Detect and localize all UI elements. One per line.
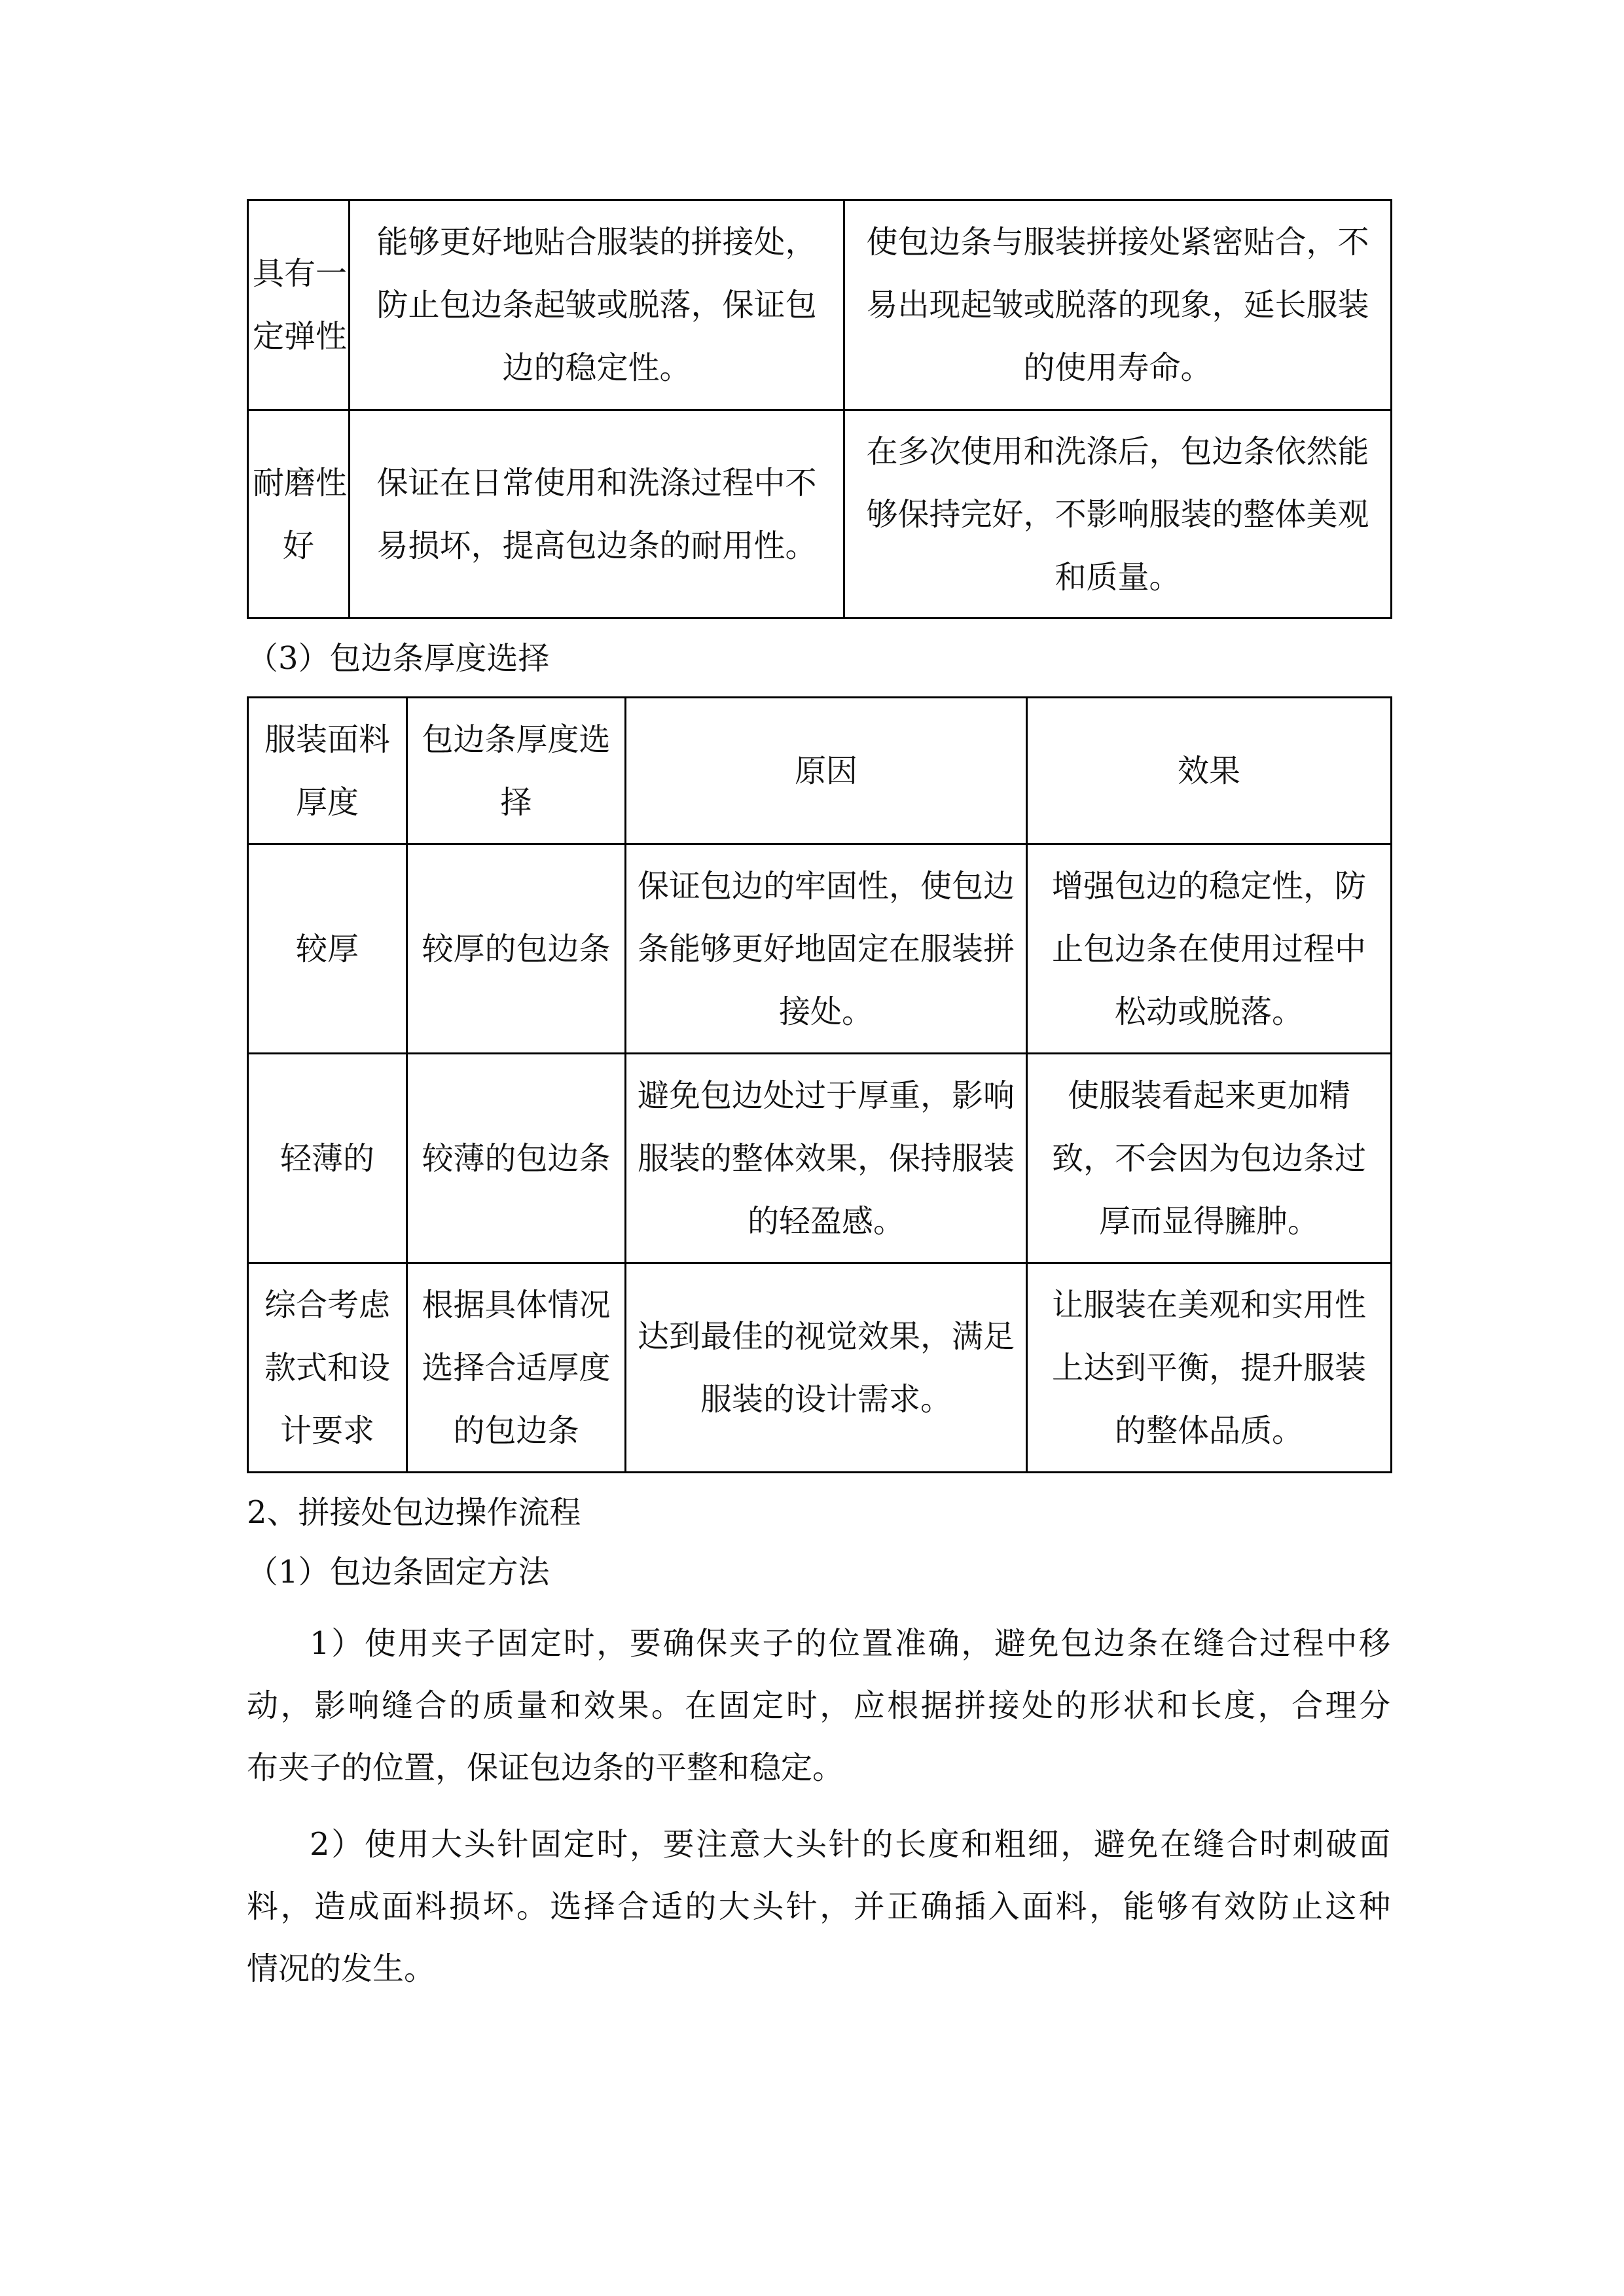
cell-line: 较厚 bbox=[295, 930, 359, 967]
cell-line: 条能够更好地固定在服装拼 bbox=[637, 930, 1015, 967]
table-header-row bbox=[248, 698, 1392, 844]
cell-line: 定弹性 bbox=[253, 318, 348, 355]
cell-line: 保证在日常使用和洗涤过程中不 bbox=[376, 464, 817, 501]
cell-line: 松动或脱落。 bbox=[1114, 993, 1303, 1030]
cell-line: 防止包边条起皱或脱落，保证包 bbox=[376, 287, 817, 323]
paragraph-line: 1）使用夹子固定时，要确保夹子的位置准确，避免包边条在缝合过程中移 bbox=[310, 1625, 1390, 1662]
cell-line: 厚而显得臃肿。 bbox=[1098, 1202, 1319, 1240]
binding-choice-cell bbox=[407, 1263, 626, 1473]
cell-line: 好 bbox=[282, 527, 314, 564]
fabric-thickness-cell bbox=[248, 1263, 407, 1473]
effect-cell bbox=[1027, 1054, 1392, 1263]
cell-line: 服装的设计需求。 bbox=[700, 1380, 952, 1418]
table-row bbox=[248, 410, 1392, 619]
reason-cell bbox=[626, 844, 1027, 1054]
effect-cell bbox=[844, 410, 1392, 619]
table-row bbox=[248, 200, 1392, 410]
reason-cell bbox=[626, 1054, 1027, 1263]
cell-line: 易出现起皱或脱落的现象，延长服装 bbox=[866, 287, 1369, 323]
cell-line: 包边条厚度选 bbox=[422, 721, 611, 758]
fabric-thickness-cell bbox=[248, 844, 407, 1054]
effect-cell bbox=[1027, 844, 1392, 1054]
section-2-heading: 2、拼接处包边操作流程 bbox=[247, 1494, 581, 1531]
effect-cell bbox=[844, 200, 1392, 410]
property-cell bbox=[248, 410, 350, 619]
subsection-1-heading: （1）包边条固定方法 bbox=[247, 1554, 550, 1590]
cell-line: 的使用寿命。 bbox=[1023, 350, 1212, 386]
binding-choice-cell bbox=[407, 1054, 626, 1263]
cell-line: 增强包边的稳定性，防 bbox=[1051, 867, 1366, 905]
header-cell bbox=[626, 698, 1027, 844]
reason-cell bbox=[626, 1263, 1027, 1473]
cell-line: 原因 bbox=[794, 752, 857, 789]
cell-line: 接处。 bbox=[778, 993, 873, 1030]
cell-line: 服装面料 bbox=[264, 721, 390, 758]
paragraph-line: 情况的发生。 bbox=[247, 1950, 436, 1987]
cell-line: 选择合适厚度 bbox=[422, 1349, 611, 1386]
paragraph-line: 2）使用大头针固定时，要注意大头针的长度和粗细，避免在缝合时刺破面 bbox=[310, 1826, 1390, 1863]
cell-line: 和质量。 bbox=[1055, 558, 1181, 596]
table-row bbox=[248, 1263, 1392, 1473]
cell-line: 止包边条在使用过程中 bbox=[1051, 930, 1366, 967]
function-cell bbox=[350, 200, 844, 410]
cell-line: 易损坏，提高包边条的耐用性。 bbox=[376, 527, 817, 564]
cell-line: 效果 bbox=[1177, 752, 1240, 789]
paragraph-line: 动，影响缝合的质量和效果。在固定时，应根据拼接处的形状和长度，合理分 bbox=[247, 1687, 1390, 1724]
cell-line: 够保持完好，不影响服装的整体美观 bbox=[866, 495, 1369, 533]
cell-line: 的轻盈感。 bbox=[747, 1202, 905, 1240]
cell-line: 保证包边的牢固性，使包边 bbox=[637, 867, 1015, 905]
cell-line: 上达到平衡，提升服装 bbox=[1051, 1349, 1366, 1386]
cell-line: 的整体品质。 bbox=[1114, 1412, 1303, 1449]
cell-line: 边的稳定性。 bbox=[502, 350, 691, 386]
cell-line: 耐磨性 bbox=[253, 464, 348, 501]
cell-line: 的包边条 bbox=[453, 1412, 579, 1449]
cell-line: 厚度 bbox=[295, 783, 359, 821]
cell-line: 轻薄的 bbox=[280, 1139, 374, 1177]
paragraph-line: 布夹子的位置，保证包边条的平整和稳定。 bbox=[247, 1749, 844, 1786]
cell-line: 能够更好地贴合服装的拼接处， bbox=[376, 224, 817, 260]
cell-line: 让服装在美观和实用性 bbox=[1051, 1286, 1366, 1323]
table-row bbox=[248, 844, 1392, 1054]
section-3-heading: （3）包边条厚度选择 bbox=[247, 640, 550, 677]
binding-thickness-table bbox=[247, 696, 1392, 1473]
header-cell bbox=[407, 698, 626, 844]
fabric-thickness-cell bbox=[248, 1054, 407, 1263]
cell-line: 择 bbox=[500, 783, 532, 821]
elasticity-durability-table bbox=[247, 199, 1392, 619]
table-row bbox=[248, 1054, 1392, 1263]
cell-line: 避免包边处过于厚重，影响 bbox=[637, 1077, 1015, 1114]
effect-cell bbox=[1027, 1263, 1392, 1473]
cell-line: 服装的整体效果，保持服装 bbox=[637, 1139, 1015, 1177]
cell-line: 使包边条与服装拼接处紧密贴合，不 bbox=[866, 224, 1369, 260]
header-cell bbox=[1027, 698, 1392, 844]
cell-line: 根据具体情况 bbox=[422, 1286, 611, 1323]
cell-line: 较薄的包边条 bbox=[422, 1139, 611, 1177]
cell-line: 在多次使用和洗涤后，包边条依然能 bbox=[866, 433, 1369, 470]
binding-choice-cell bbox=[407, 844, 626, 1054]
cell-line: 综合考虑 bbox=[264, 1286, 390, 1323]
cell-line: 使服装看起来更加精 bbox=[1067, 1077, 1350, 1114]
cell-line: 致，不会因为包边条过 bbox=[1051, 1139, 1366, 1177]
property-cell bbox=[248, 200, 350, 410]
cell-line: 具有一 bbox=[253, 255, 348, 292]
paragraph-line: 料，造成面料损坏。选择合适的大头针，并正确插入面料，能够有效防止这种 bbox=[247, 1888, 1390, 1925]
cell-line: 较厚的包边条 bbox=[422, 930, 611, 967]
header-cell bbox=[248, 698, 407, 844]
cell-line: 达到最佳的视觉效果，满足 bbox=[637, 1318, 1015, 1355]
cell-line: 款式和设 bbox=[264, 1349, 390, 1386]
cell-line: 计要求 bbox=[280, 1412, 374, 1449]
function-cell bbox=[350, 410, 844, 619]
